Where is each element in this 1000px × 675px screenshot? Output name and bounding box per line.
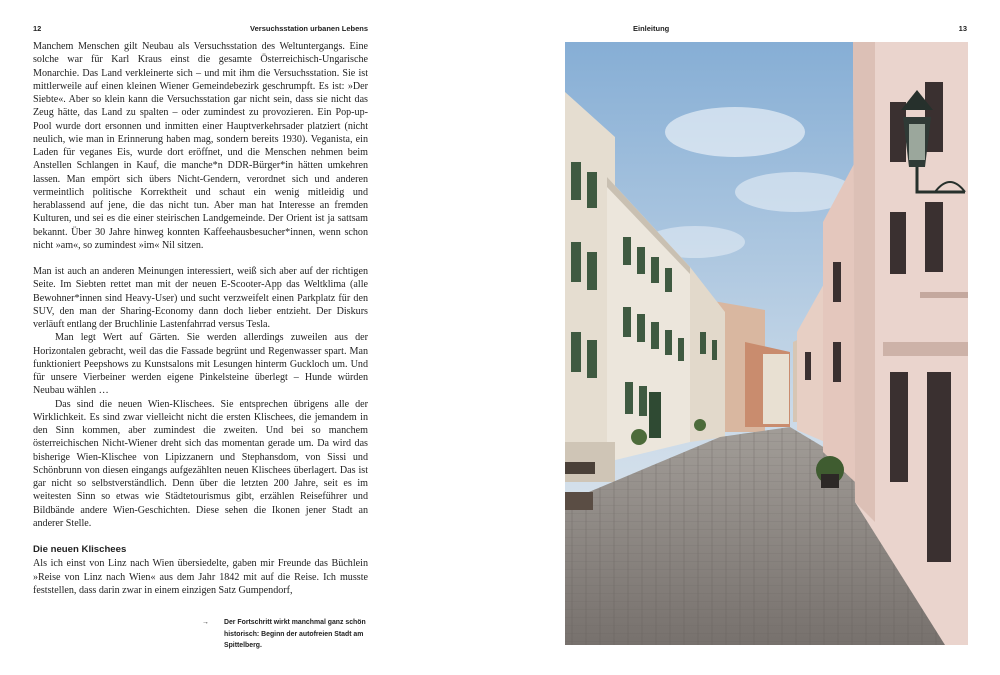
subheading-neue-klischees: Die neuen Klischees — [33, 544, 127, 555]
left-running-head: Versuchsstation urbanen Lebens — [250, 24, 368, 33]
right-page-number: 13 — [958, 24, 967, 33]
street-photo — [565, 42, 968, 645]
left-page-number: 12 — [33, 24, 42, 33]
paragraph-5: Als ich einst von Linz nach Wien übersiedelte, gaben mir Freunde das Büchlein »Reise von Linz nach Wien« aus dem Jahr 1842 mit auf die Reise. Ich musste feststellen, dass darin zwar in einem einzigen Satz Gumpendorf, — [33, 558, 368, 596]
paragraph-2: Man ist auch an anderen Meinungen interessiert, weiß sich aber auf der richtigen Seite. Im Siebten rettet man mit der neuen E-Scooter-App das Weltklima (alle Bewohner*innen sind Heavy-User) und sucht verzweifelt einen Parkplatz für den SUV, den man der Sharing-Economy dann doch lieber entzieht. Der Diskurs verläuft entlang der Bruchlinie Lastenfahrrad versus Tesla. — [33, 266, 368, 330]
caption-text: Der Fortschritt wirkt manchmal ganz schön historisch: Beginn der autofreien Stadt am Spittelberg. — [224, 619, 366, 649]
left-body-text — [33, 40, 368, 597]
photo-caption — [202, 617, 367, 652]
paragraph-3: Man legt Wert auf Gärten. Sie werden allerdings zuweilen aus der Horizontalen gebracht, weil das die Fassade begrünt und Regenwasser spart. Man funktioniert Peepshows zu Kunstsalons mit Lesungen hinterm Guckloch um. Und für unsere Vierbeiner werden eigene Pinkelsteine überlegt – Hunde würden Neubau wählen … — [33, 332, 368, 397]
paragraph-1: Manchem Menschen gilt Neubau als Versuchsstation des Weltuntergangs. Eine solche war für Karl Kraus einst die gesamte Österreichisch-Ungarische Monarchie. Das Land verkleinerte sich – und mit ihm die Versuchsstation. Sie ist mittlerweile auf einen kleinen Wiener Gemeindebezirk geschrumpft. Es ist: »Der Siebte«. Aber so klein kann die Versuchsstation gar nicht sein, dass sie nicht das Zeug hätte, das Land zu spalten – oder zumindest zu provozieren. Ein Pop-up-Pool wurde dort ersonnen und inmitten einer Hauptverkehrsader platziert (nicht neulich, wie man in Erinnerung haben mag, sondern bereits 1930). Veganista, ein Laden für veganes Eis, wurde dort eröffnet, und die Menschen nehmen beim Anstellen Schlangen in Kauf, die manche*n DDR-Bürger*in hätten umkehren lassen. Man empört sich übers Nicht-Gendern, verordnet sich und anderen vermeintlich politische Korrektheit und schaut ein wenig mitleidig und herablassend auf jene, die das nicht tun. Aber man hat Interesse an fremden Kulturen, und sei es die einer steirischen Landgemeinde. Der Orient ist ja sattsam bekannt. Über 30 Jahre hinweg konnten Kaffeehausbesucher*innen, wenn schon nicht »am«, so zumindest »im« Nil sitzen. — [33, 41, 368, 251]
arrow-right-icon: → — [202, 619, 209, 626]
paragraph-4: Das sind die neuen Wien-Klischees. Sie entsprechen übrigens alle der Wirklichkeit. Es sind zwar vielleicht nicht die ersten Klischees, die jemandem in den Sinn kommen, aber zumindest die zweiten. Und bei so manchem österreichischen Nicht-Wiener dreht sich das momentan gerade um. Da wird das bisherige Wien-Klischee von Lipizzanern und Stephansdom, von Sissi und Schönbrunn von diesen eingangs aufgezählten neuen Klischees überlagert. Das ist gar nicht so selbstverständlich. Denn über die letzten 200 Jahre, seit es im weitesten Sinn so etwas wie Städtetourismus gibt, erzählen Reiseführer und Bildbände andere Wien-Geschichten. Diese sehen die Ikonen jener Stadt an anderer Stelle. — [33, 398, 368, 529]
right-running-head: Einleitung — [633, 24, 670, 33]
